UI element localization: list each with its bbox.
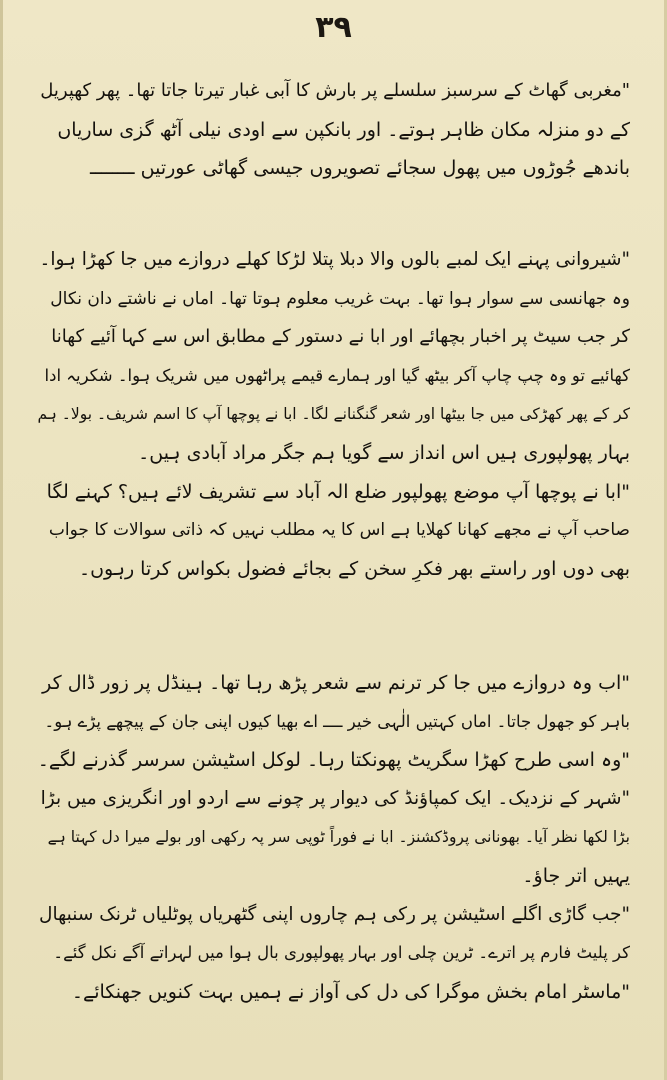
text-line: بہار پھولپوری ہیں اس انداز سے گویا ہم جگر مراد آبادی ہیں۔ — [138, 441, 630, 464]
text-line: "مغربی گھاٹ کے سرسبز سلسلے پر بارش کا آبی غبار تیرتا جاتا تھا۔ پھر کھپریل — [40, 80, 630, 101]
text-line: کر پلیٹ فارم پر اترے۔ ٹرین چلی اور بہار پھولپوری بال ہوا میں لہراتے آگے نکل گئے۔ — [53, 943, 630, 963]
text-line: کے دو منزلہ مکان ظاہر ہوتے۔ اور بانکپن سے اودی نیلی آٹھ گزی ساریاں — [57, 118, 630, 141]
text-line: "شیروانی پہنے ایک لمبے بالوں والا دبلا پتلا لڑکا کھلے دروازے میں جا کھڑا ہوا۔ — [39, 249, 630, 270]
text-line: یہیں اتر جاؤ۔ — [522, 864, 630, 887]
text-line: صاحب آپ نے مجھے کھانا کھلایا ہے اس کا یہ مطلب نہیں کہ ذاتی سوالات کا جواب — [48, 520, 630, 541]
text-line: وہ جھانسی سے سوار ہوا تھا۔ بہت غریب معلوم ہوتا تھا۔ اماں نے ناشتے دان نکال — [50, 288, 630, 309]
paragraph-1 — [37, 72, 630, 188]
text-line: بھی دوں اور راستے بھر فکرِ سخن کے بجائے فضول بکواس کرتا رہوں۔ — [78, 557, 630, 580]
paragraph-2 — [37, 241, 630, 588]
text-line: "جب گاڑی اگلے اسٹیشن پر رکی ہم چاروں اپنی گٹھریاں پوٹلیاں ٹرنک سنبھال — [39, 903, 630, 925]
text-line: "وہ اسی طرح کھڑا سگریٹ پھونکتا رہا۔ لوکل اسٹیشن سرسر گذرنے لگے۔ — [37, 749, 630, 772]
text-line: کھائیے تو وہ چپ چاپ آکر بیٹھ گیا اور ہمارے قیمے پراٹھوں میں شریک ہوا۔ شکریہ ادا — [44, 365, 630, 385]
paragraph-3 — [37, 664, 630, 1011]
text-line: "ابا نے پوچھا آپ موضع پھولپور ضلع الہ آباد سے تشریف لائے ہیں؟ کہنے لگا — [46, 480, 630, 503]
text-line: کر کے پھر کھڑکی میں جا بیٹھا اور شعر گنگنانے لگا۔ ابا نے پوچھا آپ کا اسم شریف۔ بولا۔ ہم — [37, 405, 630, 424]
text-line: بڑا لکھا نظر آیا۔ بھونانی پروڈکشنز۔ ابا نے فوراً ٹوپی سر پہ رکھی اور بولے میرا دل کہتا ہے — [47, 828, 630, 847]
page-number: ۳۹ — [315, 10, 352, 45]
text-line: باندھے جُوڑوں میں پھول سجائے تصویروں جیسی گھاٹی عورتیں ــــــــ — [90, 157, 630, 180]
text-line: کر جب سیٹ پر اخبار بچھائے اور ابا نے دستور کے مطابق اس سے کہا آئیے کھانا — [51, 326, 630, 348]
text-line: "شہر کے نزدیک۔ ایک کمپاؤنڈ کی دیوار پر چونے سے اردو اور انگریزی میں بڑا — [40, 787, 630, 809]
text-line: "ماسٹر امام بخش موگرا کی دل کی آواز نے ہمیں بہت کنویں جھنکائے۔ — [71, 980, 630, 1003]
text-line: "اب وہ دروازے میں جا کر ترنم سے شعر پڑھ رہا تھا۔ ہینڈل پر زور ڈال کر — [42, 672, 630, 694]
text-line: باہر کو جھول جاتا۔ اماں کہتیں الٰہی خیر ــــ اے بھیا کیوں اپنی جان کے پیچھے پڑے ہو۔ — [44, 711, 630, 731]
